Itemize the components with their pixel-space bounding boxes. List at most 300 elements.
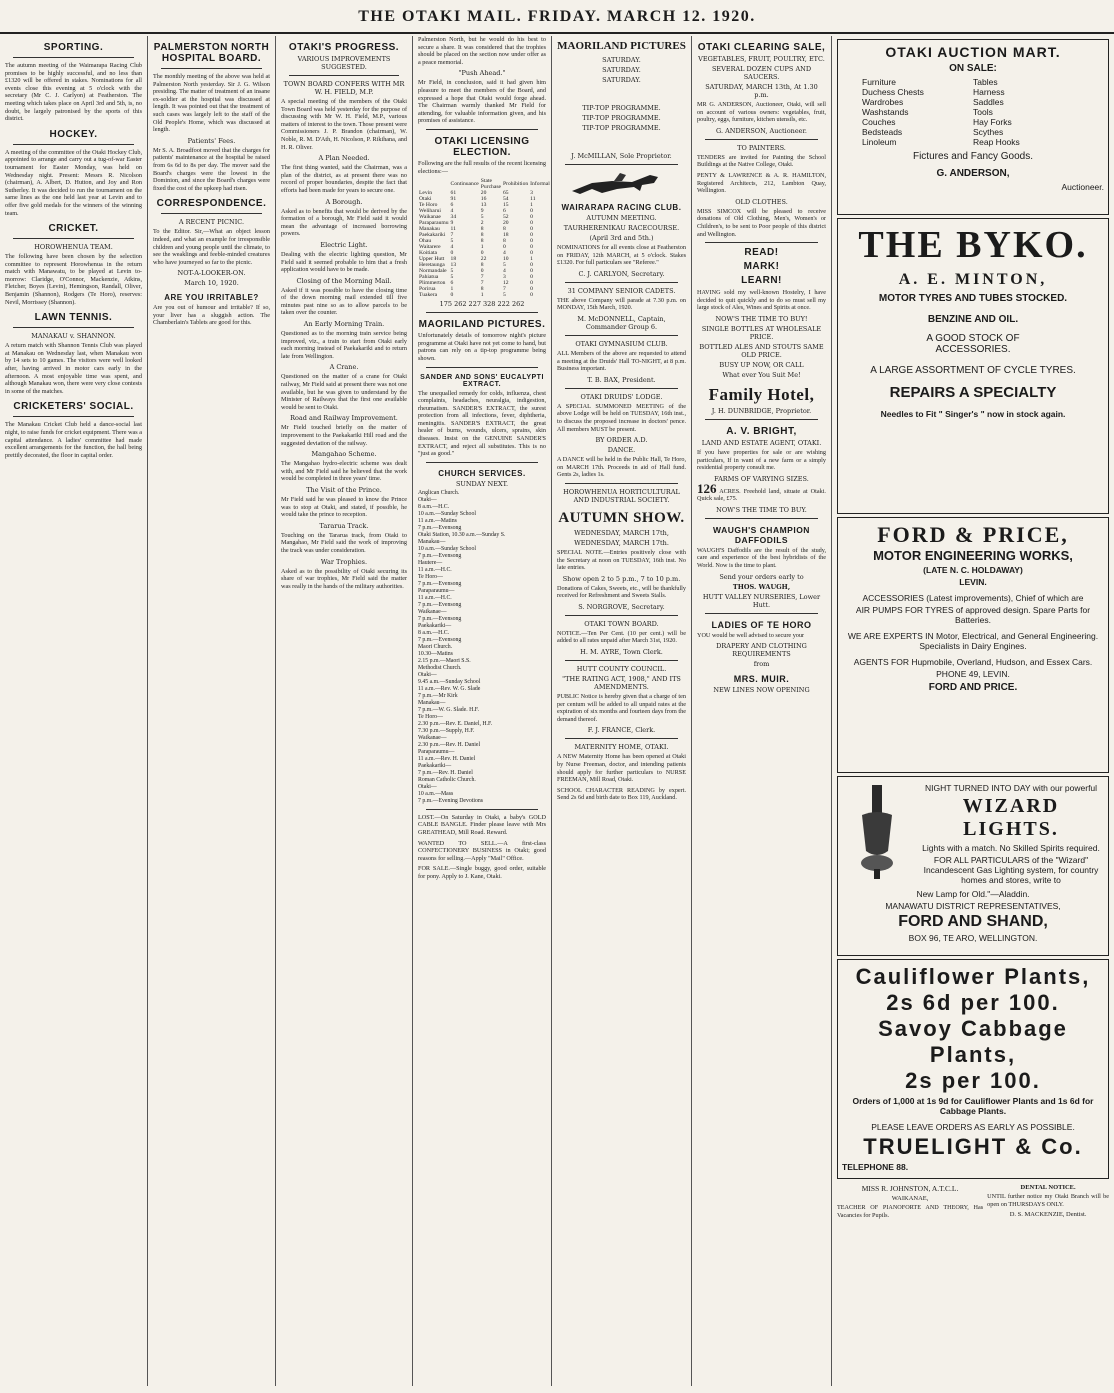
licensing-value: 15 xyxy=(502,202,509,209)
waugh-heading: WAUGH'S CHAMPION DAFFODILS xyxy=(713,524,810,545)
horticultural-heading: HOROWHENUA HORTICULTURAL AND INDUSTRIAL SOCIETY. xyxy=(563,487,680,504)
licensing-value: 5 xyxy=(480,214,484,221)
ford-price-heading: FORD & PRICE, xyxy=(877,522,1069,547)
licensing-place: Manakau xyxy=(419,226,440,233)
divider xyxy=(426,367,538,368)
licensing-heading: OTAKI LICENSING ELECTION. xyxy=(434,135,530,158)
town-board-signature: H. M. AYRE, Town Clerk. xyxy=(580,648,663,657)
crane-text: Questioned on the matter of a crane for Otaki railway, Mr Field said at present there was not one available, but he was given to understand by the Minister of Railways that the first one available would be sent to Otaki. xyxy=(281,373,407,411)
church-service-line: Otaki— xyxy=(418,671,437,678)
byko-heading: THE BYKO. xyxy=(858,224,1088,266)
ford-price-town: LEVIN. xyxy=(959,577,987,587)
pictures-day: SATURDAY. xyxy=(602,56,641,64)
divider xyxy=(13,57,134,58)
ladies-text: YOU would be well advised to secure your xyxy=(697,631,805,639)
hockey-heading: HOCKEY. xyxy=(49,128,98,140)
family-hotel-heading: Family Hotel, xyxy=(708,384,815,404)
church-service-line: 11 a.m.—Matins xyxy=(418,517,457,524)
pictures-programme: TIP-TOP PROGRAMME. xyxy=(582,114,661,122)
divider xyxy=(705,613,818,614)
licensing-value: 0 xyxy=(530,226,533,233)
ford-price-line-1: ACCESSORIES (Latest improvements), Chief of which are xyxy=(862,593,1084,603)
licensing-intro: Following are the full results of the recent licensing elections:— xyxy=(418,159,546,175)
racing-dates: (April 3rd and 5th.) xyxy=(589,234,654,242)
licensing-value: 7 xyxy=(502,286,506,293)
licensing-value: 1 xyxy=(480,292,484,299)
ladies-from: from xyxy=(753,660,770,669)
licensing-value: 5 xyxy=(450,274,454,281)
gymnasium-signature: T. B. BAX, President. xyxy=(587,375,656,384)
autumn-show-open: Show open 2 to 5 p.m., 7 to 10 p.m. xyxy=(562,574,681,583)
church-service-line: Waikanae— xyxy=(418,734,447,741)
bright-heading: A. V. BRIGHT, xyxy=(726,425,797,437)
autumn-show-text: SPECIAL NOTE.—Entries positively close with the Secretary at noon on TUESDAY, 16th inst. No late entries. xyxy=(557,548,686,572)
church-service-line: 11 a.m.—H.C. xyxy=(418,594,452,601)
racing-club-heading: WAIRARAPA RACING CLUB. xyxy=(561,203,682,212)
licensing-value: 5 xyxy=(450,268,454,275)
licensing-place: Waitarere xyxy=(419,244,441,251)
auction-item: Reap Hooks xyxy=(973,137,1020,147)
hutt-heading: HUTT COUNTY COUNCIL. xyxy=(576,665,667,674)
church-service-line: Maori Church. xyxy=(418,643,453,650)
auction-item: Saddles xyxy=(973,97,1004,107)
racing-secretary: C. J. CARLYON, Secretary. xyxy=(578,269,665,278)
read-line: NOW'S THE TIME TO BUY! xyxy=(715,314,808,323)
auction-item: Bedsteads xyxy=(862,127,903,137)
auction-right-list xyxy=(973,77,1084,147)
licensing-value: 5 xyxy=(450,238,454,245)
old-clothes-text: MISS SIMCOX will be pleased to receive donations of Old Clothing, Men's, Women's or Children's, to be sent to Poor people of this district and Wellington. xyxy=(697,207,826,238)
licensing-place: Porirua xyxy=(419,286,436,293)
licensing-value: 20 xyxy=(480,190,487,197)
licensing-value: 4 xyxy=(450,244,454,251)
clearing-sale-sub-2: SEVERAL DOZEN CUPS AND SAUCERS. xyxy=(711,65,812,81)
hospital-board-text: The monthly meeting of the above was held at Palmerston North yesterday. Sir J. G. Wilson presiding. The matter of treatment of an insane ex-soldier at the hospital was discussed at length. It was pointed out that the treatment of such cases was largely left to the staff of the Old People's Home, which was discussed at length. xyxy=(153,73,270,134)
maoriland-pictures-heading: MAORILAND PICTURES. xyxy=(418,319,546,331)
auction-signature: G. ANDERSON, xyxy=(936,168,1010,179)
plants-ad xyxy=(837,959,1109,1179)
mangahao-subheading: Mangahao Scheme. xyxy=(311,450,377,459)
clearing-sale-signature: G. ANDERSON, Auctioneer. xyxy=(716,126,807,135)
continued-text: Palmerston North, but he would do his best to secure a share. It was considered that the trophies should be placed on the section now under offer as a peace memorial. xyxy=(418,36,546,66)
read-mark-learn-text: HAVING sold my well-known Hostelry, I have decided to quit quickly and to do so must sell my large stock of Ales, Wines and Spirits at once. xyxy=(697,289,826,312)
licensing-place: Waikanae xyxy=(419,214,441,221)
divider xyxy=(13,238,134,239)
mail-subheading: Closing of the Morning Mail. xyxy=(296,276,392,285)
read-line: BUSY UP NOW, OR CALL xyxy=(719,360,804,369)
licensing-place: Te Horo xyxy=(419,202,438,209)
licensing-row xyxy=(418,292,551,298)
plants-leave: PLEASE LEAVE ORDERS AS EARLY AS POSSIBLE. xyxy=(871,1122,1075,1132)
push-ahead-subheading: "Push Ahead." xyxy=(458,69,506,78)
dental-text: UNTIL further notice my Otaki Branch will be open on THURSDAYS ONLY. xyxy=(987,1193,1109,1208)
maternity-text: A NEW Maternity Home has been opened at Otaki by Nurse Freeman, doctor, and intending patients should apply for further particulars to NURSE FREEMAN, Mill Road, Otaki. xyxy=(557,753,686,784)
otaki-progress-subheading-2: TOWN BOARD CONFERS WITH MR W. H. FIELD, M.P. xyxy=(283,80,405,96)
masthead xyxy=(0,0,1114,34)
auction-item: Washstands xyxy=(862,107,909,117)
ford-price-line-3: WE ARE EXPERTS IN Motor, Electrical, and General Engineering. Specialists in Dairy Engines. xyxy=(847,631,1099,651)
auction-item: Tables xyxy=(973,77,998,87)
divider xyxy=(565,282,678,283)
painters-signature: PENTY & LAWRENCE & A. R. HAMILTON, Registered Architects, 212, Lambton Quay, Wellington. xyxy=(697,171,826,195)
wizard-text: Lights with a match. No Skilled Spirits required. xyxy=(922,843,1100,853)
borough-text: Asked as to benefits that would be derived by the formation of a borough, Mr Field said it would mean the advantage of increased borrowing powers. xyxy=(281,207,407,238)
cricket-heading: CRICKET. xyxy=(48,223,99,235)
auction-item: Scythes xyxy=(973,127,1004,137)
church-service-line: 11 a.m.—H.C. xyxy=(418,566,452,573)
irritable-heading: ARE YOU IRRITABLE? xyxy=(164,293,259,303)
church-service-line: Te Horo— xyxy=(418,573,443,580)
cadets-text: THE above Company will parade at 7.30 p.m. on MONDAY, 15th March, 1920. xyxy=(557,296,686,312)
licensing-value: 52 xyxy=(502,214,509,221)
church-service-line: Anglican Church. xyxy=(418,489,460,496)
clearing-sale-heading: OTAKI CLEARING SALE, xyxy=(697,42,826,53)
bright-now: NOW'S THE TIME TO BUY. xyxy=(716,505,807,514)
cricket-text: The following have been chosen by the selection committee to represent Horowhenua in the return match with Manawatu, to be played at Levin to-morrow: Claridge, O'Connor, Mackenzie, Atkins, Fletcher, Boyes (Levin), Hemingson, Randall, Oliver, Benjamin (Shannon), Rodgers (Te Horo), reserves: Nevil, Morrissey (Shannon). xyxy=(5,253,142,306)
church-service-line: 2.30 p.m.—Rev. H. Daniel xyxy=(418,741,481,748)
sporting-text: The autumn meeting of the Waimarapa Racing Club promises to be highly successful, and no less than £1320 will be offered in stakes. Nominations for all events close this evening at 5 o'clock with the secretary (Mr C. J. Carlyon) at Featherston. The meeting which takes place on April 3rd and 5th, is, no doubt, be largely patronised by the sports of this district. xyxy=(5,62,142,123)
licensing-col-header: Informal xyxy=(530,181,550,188)
family-hotel-proprietor: J. H. DUNBRIDGE, Proprietor. xyxy=(711,406,812,415)
church-service-line: Hautere— xyxy=(418,559,443,566)
patients-fees-text: Mr S. A. Broadfoot moved that the charges for patients' maintenance at the hospital be raised from 6s 6d to 8s per day. The mover said the Board's charges were the lowest in the Dominion, and since the Board's charges were fixed the cost of the upkeep had risen. xyxy=(153,146,270,192)
licensing-col-header: Continuance xyxy=(450,181,479,188)
licensing-value: 13 xyxy=(450,262,457,269)
ladies-foot: NEW LINES NOW OPENING xyxy=(713,686,810,695)
licensing-value: 0 xyxy=(530,268,533,275)
church-service-line: 7 p.m.—Evensong xyxy=(418,615,462,622)
patients-fees-subheading: Patients' Fees. xyxy=(187,136,236,145)
licensing-value: 10 xyxy=(502,256,509,263)
racing-sub: AUTUMN MEETING. xyxy=(586,214,657,222)
church-service-line: Te Horo— xyxy=(418,713,443,720)
licensing-value: 1 xyxy=(530,256,533,263)
masthead-title: THE OTAKI MAIL. FRIDAY. MARCH 12. 1920. xyxy=(358,8,756,25)
plants-order: Orders of 1,000 at 1s 9d for Cauliflower Plants and 1s 6d for Cabbage Plants. xyxy=(852,1096,1094,1116)
church-service-line: 9.45 a.m.—Sunday School xyxy=(418,678,481,685)
licensing-value: 8 xyxy=(480,262,484,269)
church-service-line: 2.15 p.m.—Maori S.S. xyxy=(418,657,471,664)
licensing-value: 0 xyxy=(450,250,454,257)
church-service-line: 7 p.m.—Evensong xyxy=(418,524,462,531)
hutt-subheading: "THE RATING ACT, 1908," AND ITS AMENDMENTS. xyxy=(562,675,681,692)
miss-johnston-name: MISS R. JOHNSTON, A.T.C.L. xyxy=(861,1184,959,1193)
correspondence-heading: CORRESPONDENCE. xyxy=(156,198,267,210)
waugh-nursery: HUTT VALLEY NURSERIES, Lower Hutt. xyxy=(702,592,821,609)
licensing-value: 5 xyxy=(502,262,506,269)
correspondence-date: March 10, 1920. xyxy=(184,279,239,288)
hospital-board-heading: PALMERSTON NORTH HOSPITAL BOARD. xyxy=(153,42,270,64)
licensing-value: 1 xyxy=(530,202,533,209)
mail-text: Asked if it was possible to have the closing time of the down morning mail extended till five minutes past nine so as to allow parcels to be taken over the counter. xyxy=(281,286,407,317)
savoy-heading: Savoy Cabbage Plants, xyxy=(878,1016,1068,1067)
divider xyxy=(565,164,678,165)
cricketers-social-text: The Manakau Cricket Club held a dance-social last night, to raise funds for cricket equipment. There was a capital attendance. A ladies' committee had made excellent arrangements for the function, the hall being prettily decorated, the floor in capital order. xyxy=(5,421,142,459)
hutt-signature: F. J. FRANCE, Clerk. xyxy=(587,726,656,735)
licensing-value: 8 xyxy=(480,226,484,233)
lawn-tennis-subheading: MANAKAU v. SHANNON. xyxy=(31,332,116,341)
cadets-signature: M. McDONNELL, Captain, Commander Group 6. xyxy=(577,314,666,331)
licensing-value: 0 xyxy=(450,292,454,299)
divider xyxy=(13,327,134,328)
auction-mart-sub: ON SALE: xyxy=(949,63,997,74)
clearing-sale-text: MR G. ANDERSON, Auctioneer, Otaki, will sell on account of various owners: vegetables, fruit, poultry, eggs, furniture, kitchen utensils, etc. xyxy=(697,101,826,124)
town-board-heading: OTAKI TOWN BOARD. xyxy=(584,619,659,628)
licensing-value: 18 xyxy=(450,256,457,263)
pictures-day: SATURDAY. xyxy=(602,66,641,74)
wizard-lamp-illustration xyxy=(842,781,912,881)
church-service-line: Manakau— xyxy=(418,699,446,706)
licensing-value: 8 xyxy=(480,238,484,245)
column-6 xyxy=(692,36,832,1386)
byko-line-6: Needles to Fit " Singer's " now in stock again. xyxy=(880,409,1066,419)
auction-item: Couches xyxy=(862,117,896,127)
licensing-value: 54 xyxy=(502,196,509,203)
racing-course: TAURHERENIKAU RACECOURSE. xyxy=(563,224,680,232)
divider xyxy=(565,335,678,336)
church-service-line: 11 a.m.—Rev. H. Daniel xyxy=(418,755,476,762)
cauliflower-heading: Cauliflower Plants, xyxy=(855,964,1091,989)
otaki-progress-subheading: VARIOUS IMPROVEMENTS SUGGESTED. xyxy=(297,55,391,71)
licensing-value: 20 xyxy=(502,220,509,227)
lawn-tennis-heading: LAWN TENNIS. xyxy=(34,312,113,324)
column-1 xyxy=(0,36,148,1386)
licensing-value: 0 xyxy=(480,268,484,275)
wizard-lights-ad xyxy=(837,776,1109,956)
divider xyxy=(705,518,818,519)
church-heading: CHURCH SERVICES. xyxy=(438,468,526,478)
painters-heading: TO PAINTERS. xyxy=(737,143,786,152)
war-trophies-text: Asked as to the possibility of Otaki securing its share of war trophies, Mr Field said the matter was really in the hands of the military authorities. xyxy=(281,567,407,590)
auction-mart-items xyxy=(842,77,1104,147)
autumn-show-date: WEDNESDAY, MARCH 17th, xyxy=(574,528,669,537)
licensing-value: 11 xyxy=(450,226,456,233)
divider xyxy=(426,129,538,130)
mangahao-text: The Mangahao hydro-electric scheme was dealt with, and Mr Field said he believed that the work would be completed in three years' time. xyxy=(281,460,407,483)
cricketers-social-heading: CRICKETERS' SOCIAL. xyxy=(13,401,134,413)
licensing-place: Upper Hutt xyxy=(419,256,445,263)
church-service-line: Manakau— xyxy=(418,538,446,545)
road-subheading: Road and Railway Improvement. xyxy=(290,414,398,423)
licensing-value: 22 xyxy=(480,256,487,263)
painters-text: TENDERS are invited for Painting the School Buildings at the Native College, Otaki. xyxy=(697,153,826,169)
bright-acres-number: 126 xyxy=(697,480,717,496)
licensing-value: 4 xyxy=(502,250,506,257)
divider xyxy=(565,615,678,616)
auction-left-list xyxy=(862,77,973,147)
licensing-place: Tuakera xyxy=(419,292,438,299)
auction-item: Harness xyxy=(973,87,1005,97)
licensing-value: 4 xyxy=(450,208,454,215)
wizard-representatives: MANAWATU DISTRICT REPRESENTATIVES, xyxy=(885,901,1061,911)
racing-text: NOMINATIONS for all events close at Featherston on FRIDAY, 12th MARCH, at 5 o'clock. Stakes £1320. For full particulars see "Referee." xyxy=(557,244,686,267)
church-service-line: 8 a.m.—H.C. xyxy=(418,629,450,636)
church-service-line: 10 a.m.—Sunday School xyxy=(418,545,476,552)
byko-line-5: REPAIRS A SPECIALTY xyxy=(889,384,1057,401)
licensing-value: 0 xyxy=(530,250,533,257)
licensing-value: 61 xyxy=(450,190,457,197)
sporting-heading: SPORTING. xyxy=(43,42,104,53)
licensing-value: 91 xyxy=(450,196,457,203)
licensing-value: 0 xyxy=(530,214,533,221)
miss-johnston-town: WAIKANAE, xyxy=(891,1195,929,1202)
licensing-header-row xyxy=(418,178,551,190)
church-service-line: Paekakariki— xyxy=(418,622,452,629)
electric-subheading: Electric Light. xyxy=(320,240,368,249)
ford-price-sub: MOTOR ENGINEERING WORKS, xyxy=(873,548,1073,563)
church-service-line: Otaki Station, 10.30 a.m.—Sunday S. xyxy=(418,531,506,538)
divider xyxy=(705,139,818,140)
byko-line-2: BENZINE AND OIL. xyxy=(927,314,1019,325)
licensing-value: 13 xyxy=(480,202,487,209)
bottom-notices xyxy=(837,1182,1109,1222)
church-service-line: 7 p.m.—Mr Kirk xyxy=(418,692,458,699)
bright-acres-line xyxy=(697,480,826,503)
licensing-place: Ohau xyxy=(419,238,432,245)
licensing-value: 11 xyxy=(530,196,536,203)
church-service-line: Paekakariki— xyxy=(418,762,452,769)
licensing-value: 0 xyxy=(530,244,533,251)
licensing-col-header: Prohibition xyxy=(502,181,529,188)
licensing-value: 8 xyxy=(480,286,484,293)
licensing-value: 8 xyxy=(502,238,506,245)
divider xyxy=(161,213,262,214)
licensing-value: 3 xyxy=(502,274,506,281)
plan-text: The first thing wanted, said the Chairman, was a plan of the district, as at present there was no record of proper boundaries, despite the fact that efforts had been made for years to secure one. xyxy=(281,164,407,194)
licensing-place: Pahiatua xyxy=(419,274,439,281)
prince-text: Mr Field said he was pleased to know the Prince was to stop at Otaki, and stated, if possible, he would take the prince to reception. xyxy=(281,495,407,519)
ladies-name: MRS. MUIR. xyxy=(733,674,790,685)
train-subheading: An Early Morning Train. xyxy=(303,320,385,329)
miss-johnston-text: TEACHER OF PIANOFORTE AND THEORY, Has Vacancies for Pupils. xyxy=(837,1204,984,1219)
bright-subheading: LAND AND ESTATE AGENT, OTAKI. xyxy=(701,438,822,447)
byko-line-4: A LARGE ASSORTMENT OF CYCLE TYRES. xyxy=(870,365,1076,376)
byko-ad xyxy=(837,218,1109,514)
licensing-place: Weliharui xyxy=(419,208,441,215)
autumn-show-date: WEDNESDAY, MARCH 17th. xyxy=(574,538,669,547)
dental-notice-ad xyxy=(987,1182,1109,1222)
mark-heading: MARK! xyxy=(743,261,780,273)
licensing-place: Levin xyxy=(419,190,433,197)
church-service-line: 7 p.m.—Evensong xyxy=(418,636,462,643)
maoriland-pictures-text: Unfortunately details of tomorrow night's picture programme at Otaki have not yet come to hand, but patrons can rely on a tip-top programme being shown. xyxy=(418,332,546,362)
truelight-telephone: TELEPHONE 88. xyxy=(842,1162,909,1172)
maoriland-pictures-ad-heading: MAORILAND PICTURES xyxy=(557,40,686,52)
waugh-text: WAUGH'S Daffodils are the result of the study, care and experience of the best hybridists of the World. Now is the time to plant. xyxy=(697,546,826,570)
divider xyxy=(705,242,818,243)
divider xyxy=(13,144,134,145)
hutt-text: PUBLIC Notice is hereby given that a charge of ten per centum will be added to all unpaid rates at the expiration of six months and fourteen days from the demand thereof. xyxy=(557,693,686,723)
licensing-value: 2 xyxy=(480,220,484,227)
church-service-line: 7 p.m.—W. G. Slade. H.F. xyxy=(418,706,479,713)
licensing-value: 6 xyxy=(450,280,454,287)
byko-line-1: MOTOR TYRES AND TUBES STOCKED. xyxy=(878,293,1068,304)
for-sale-notice: FOR SALE.—Single buggy, good order, suitable for pony. Apply to J. Kane, Otaki. xyxy=(418,865,546,880)
licensing-place: Paraparaumu xyxy=(419,220,449,227)
licensing-value: 8 xyxy=(502,226,506,233)
licensing-value: 0 xyxy=(502,244,506,251)
character-reading-text: SCHOOL CHARACTER READING by expert. Send 2s 6d and birth date to Box 119, Auckland. xyxy=(557,786,686,802)
druids-heading: OTAKI DRUIDS' LODGE. xyxy=(580,392,663,401)
train-text: Questioned as to the morning train service being improved, viz., a train to start from Otaki early each morning instead of Paekakariki and to return late from Wellington. xyxy=(281,330,407,360)
gymnasium-text: ALL Members of the above are requested to attend a meeting at the Druids' Hall TO-NIGHT, at 8 p.m. Business important. xyxy=(557,349,686,373)
correspondence-text: To the Editor. Sir,—What an object lesson indeed, and what an example for irresponsible children and young people until the climate, to see the weaklings and feeble-minded creatures who have journeyed so far to the picnic. xyxy=(153,228,270,266)
column-4 xyxy=(413,36,552,1386)
ford-price-ad xyxy=(837,517,1109,773)
auction-role: Auctioneer. xyxy=(1061,182,1104,192)
plan-subheading: A Plan Needed. xyxy=(318,154,370,163)
divider xyxy=(161,68,262,69)
auction-item: Hay Forks xyxy=(973,117,1012,127)
church-service-line: 8 a.m.—H.C. xyxy=(418,503,450,510)
truelight-firm: TRUELIGHT & Co. xyxy=(863,1134,1083,1159)
licensing-value: 0 xyxy=(530,286,533,293)
church-service-line: 7.30 p.m.—Supply, H.F. xyxy=(418,727,475,734)
church-service-line: Methodist Church. xyxy=(418,664,462,671)
licensing-value: 0 xyxy=(530,262,533,269)
licensing-value: 65 xyxy=(502,190,509,197)
divider xyxy=(705,419,818,420)
autumn-show-donations: Donations of Cakes, Sweets, etc., will be thankfully received for Refreshment and Sweets Stalls. xyxy=(557,584,686,600)
licensing-value: 0 xyxy=(530,220,533,227)
licensing-table xyxy=(418,178,551,298)
otaki-progress-heading: OTAKI'S PROGRESS. xyxy=(288,42,400,53)
church-services-list xyxy=(418,490,546,805)
push-ahead-text: Mr Field, in conclusion, said it had given him pleasure to meet the members of the Board, and expressed a hope that Otaki would forge ahead. The Chairman warmly thanked Mr Field for attending, for valuable information given, and his promises of assistance. xyxy=(418,79,546,125)
column-2 xyxy=(148,36,276,1386)
bright-acres-text: ACRES. Freehold land, situate at Otaki. Quick sale, £75. xyxy=(697,487,826,503)
dance-heading: DANCE. xyxy=(607,446,636,455)
crane-subheading: A Crane. xyxy=(329,363,359,372)
town-board-text: NOTICE.—Ten Per Cent. (10 per cent.) will be added to all rates unpaid after March 31st, 1920. xyxy=(557,629,686,645)
licensing-place: Heretaunga xyxy=(419,262,445,269)
tararua-text: Touching on the Tararua track, from Otaki to Mangahao, Mr Field said the work of improving the track was under consideration. xyxy=(281,531,407,554)
licensing-value: 0 xyxy=(530,208,533,215)
cricket-subheading: HOROWHENUA TEAM. xyxy=(34,243,113,252)
waugh-order: Send your orders early to xyxy=(719,572,804,581)
divider xyxy=(289,75,399,76)
gymnasium-heading: OTAKI GYMNASIUM CLUB. xyxy=(575,339,668,348)
church-service-line: Paraparaumu— xyxy=(418,587,455,594)
miss-johnston-ad xyxy=(837,1182,983,1222)
byko-line-3: A GOOD STOCK OF ACCESSORIES. xyxy=(926,333,1020,355)
old-clothes-heading: OLD CLOTHES. xyxy=(735,197,788,206)
autumn-show-signature: S. NORGROVE, Secretary. xyxy=(578,602,665,611)
church-service-line: 7 p.m.—Evensong xyxy=(418,580,462,587)
licensing-value: 3 xyxy=(530,190,533,197)
licensing-place: Paekakariki xyxy=(419,232,446,239)
licensing-value: 6 xyxy=(502,208,506,215)
church-subheading: SUNDAY NEXT. xyxy=(455,479,509,488)
pictures-programme: TIP-TOP PROGRAMME. xyxy=(582,124,661,132)
licensing-value: 0 xyxy=(530,280,533,287)
licensing-place: Normandale xyxy=(419,268,447,275)
licensing-value: 34 xyxy=(450,214,457,221)
church-service-line: 11 a.m.—Rev. W. G. Slade xyxy=(418,685,481,692)
waugh-name: THOS. WAUGH, xyxy=(732,582,791,591)
church-service-line: 10 a.m.—Mass xyxy=(418,790,454,797)
licensing-value: 18 xyxy=(502,232,509,239)
wizard-particulars: FOR ALL PARTICULARS of the "Wizard" Incandescent Gas Lighting system, for country homes and stores, write to xyxy=(923,855,1099,885)
clearing-sale-date: SATURDAY, MARCH 13th, At 1.30 p.m. xyxy=(705,83,818,99)
auction-item: Tools xyxy=(973,107,993,117)
correspondence-subheading: A RECENT PICNIC. xyxy=(178,218,245,227)
licensing-value: 0 xyxy=(530,274,533,281)
auction-item: Linoleum xyxy=(862,137,897,147)
column-5 xyxy=(552,36,692,1386)
bright-farms: FARMS OF VARYING SIZES. xyxy=(714,474,809,483)
racehorse-illustration xyxy=(562,169,682,197)
